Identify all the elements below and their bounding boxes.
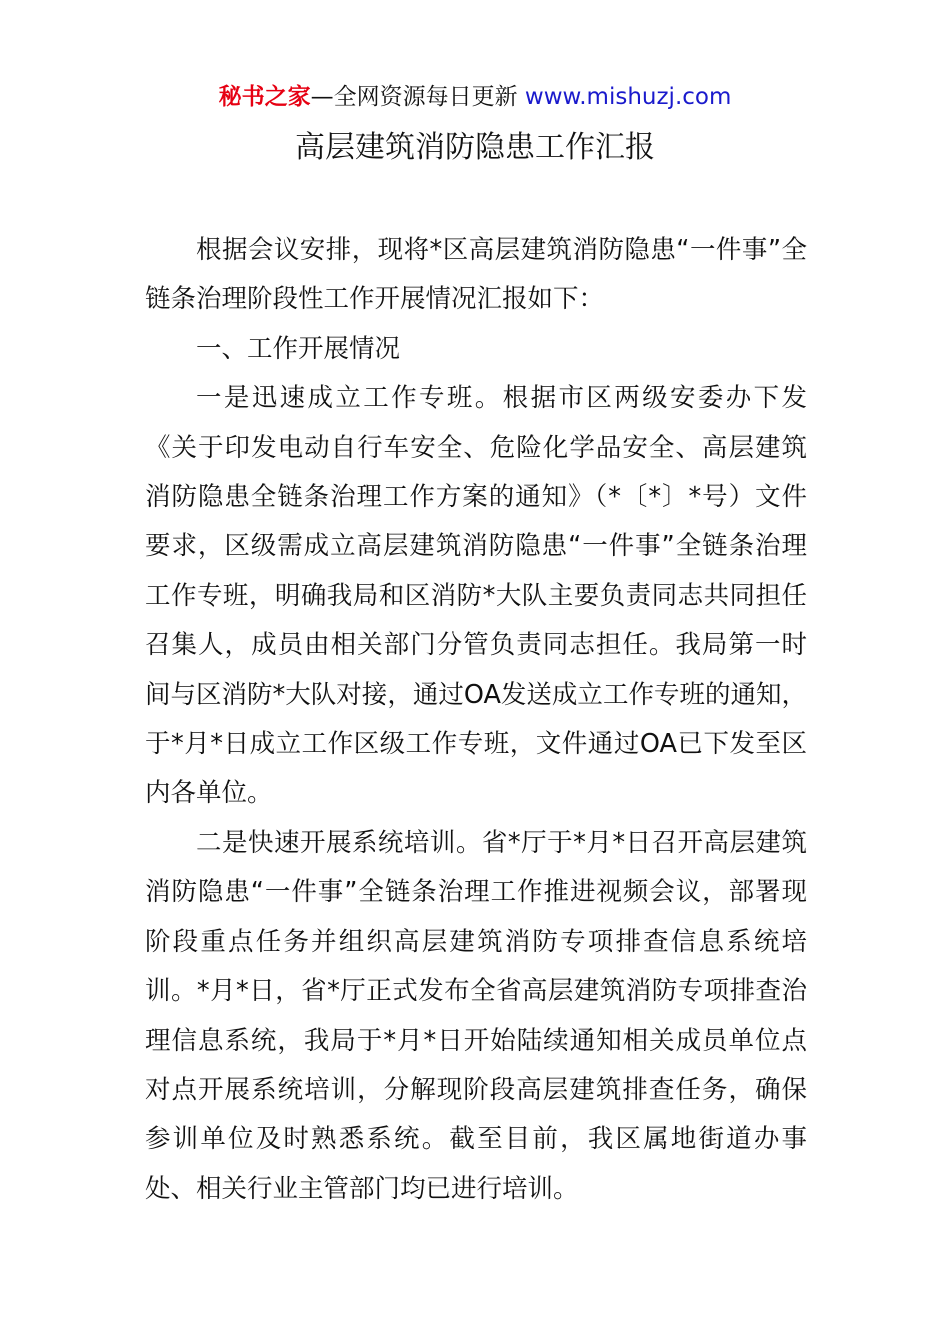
- document-body: [145, 226, 807, 1214]
- paragraph-intro: 根据会议安排，现将*区高层建筑消防隐患“一件事”全链条治理阶段性工作开展情况汇报如下：: [145, 235, 807, 315]
- site-url-link[interactable]: www.mishuzj.com: [524, 84, 732, 110]
- brand-name: 秘书之家: [218, 84, 311, 110]
- paragraph-system-training: 二是快速开展系统培训。省*厅于*月*日召开高层建筑消防隐患“一件事”全链条治理工作推进视频会议，部署现阶段重点任务并组织高层建筑消防专项排查信息系统培训。*月*日，省*厅正式发布全省高层建筑消防专项排查治理信息系统，我局于*月*日开始陆续通知相关成员单位点对点开展系统培训，分解现阶段高层建筑排查任务，确保参训单位及时熟悉系统。截至目前，我区属地街道办事处、相关行业主管部门均已进行培训。: [145, 827, 807, 1204]
- watermark-header: [0, 80, 950, 114]
- section-heading-1: 一、工作开展情况: [196, 333, 401, 364]
- header-tagline: —全网资源每日更新: [310, 84, 525, 110]
- paragraph-work-task-force: 一是迅速成立工作专班。根据市区两级安委办下发《关于印发电动自行车安全、危险化学品安全、高层建筑消防隐患全链条治理工作方案的通知》（*〔*〕*号）文件要求，区级需成立高层建筑消防隐患“一件事”全链条治理工作专班，明确我局和区消防*大队主要负责同志共同担任召集人，成员由相关部门分管负责同志担任。我局第一时间与区消防*大队对接，通过OA发送成立工作专班的通知，于*月*日成立工作区级工作专班，文件通过OA已下发至区内各单位。: [145, 383, 807, 809]
- document-title: 高层建筑消防隐患工作汇报: [295, 130, 655, 165]
